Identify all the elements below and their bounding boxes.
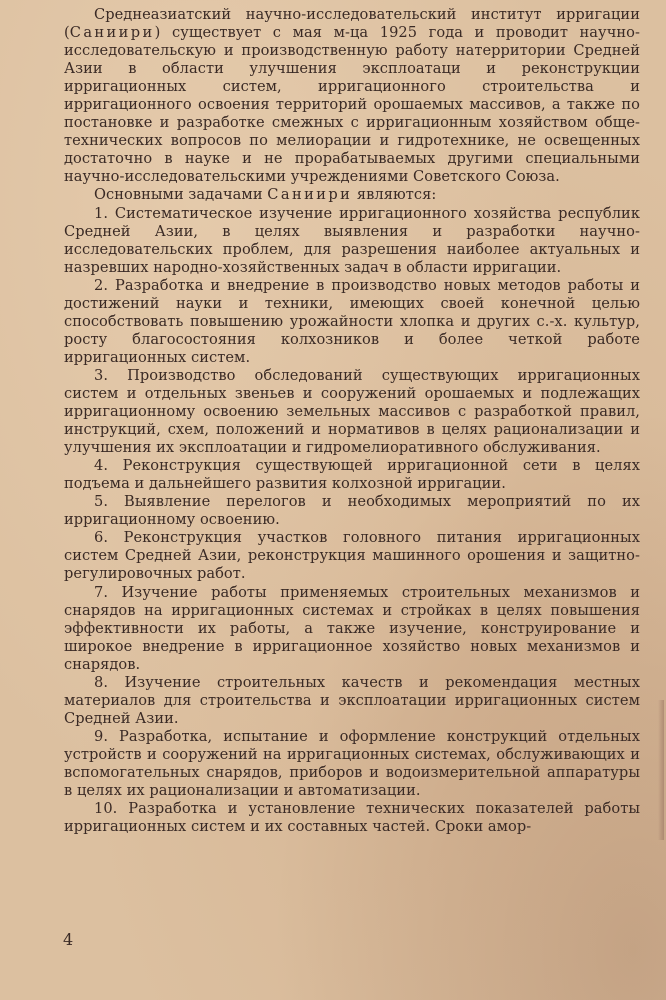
task-item-1: 1. Систематическое изучение ирригационного хозяйства республик Средней Азии, в целях выявления и разработки научно-исследовательских проблем, для разрешения наиболее актуальных и назревших народно-хозяйственных задач в области ирригации. (64, 204, 640, 276)
tasks-heading-start: Основными задачами (94, 186, 268, 204)
tasks-heading-abbreviation: Саниири (267, 186, 353, 204)
task-item-6: 6. Реконструкция участков головного питания ирригационных систем Средней Азии, реконструкция машинного орошения и защитно-регулировочных работ. (64, 529, 640, 583)
tasks-heading (64, 186, 640, 204)
page-edge-shadow (658, 700, 664, 840)
task-item-7: 7. Изучение работы применяемых строительных механизмов и снарядов на ирригационных системах и стройках в целях повышения эффективности их работы, а также изучение, конструирование и широкое внедрение в ирригационное хозяйство новых механизмов и снарядов. (64, 583, 640, 673)
intro-paragraph (64, 6, 640, 186)
task-item-9: 9. Разработка, испытание и оформление конструкций отдельных устройств и сооружений на ирригационных системах, обслуживающих и вспомогательных снарядов, приборов и водоизмерительной аппаратуры в целях их рационализации и автоматизации. (64, 727, 640, 800)
intro-text-end: ) существует с мая м-ца 1925 года и проводит научно-исследовательскую и производственную работу натерритории Средней Азии в области улучшения эксплоатаци и реконструкции ирригационных систем, ирригационного строительства и ирригационного освоения территорий орошаемых массивов, а также по постановке и разработке смежных с ирригационным хозяйством обще-технических вопросов по мелиорации и гидротехнике, не освещенных достаточно в науке и не прорабатываемых другими специальными научно-исследовательскими учреждениями Советского Союза. (64, 24, 640, 186)
document-page (64, 6, 640, 936)
tasks-heading-end: являются: (352, 186, 437, 204)
task-item-2: 2. Разработка и внедрение в производство новых методов работы и достижений науки и техники, имеющих своей конечной целью способствовать повышению урожайности хлопка и других с.-х. культур, росту благосостояния колхозников и более четкой работе ирригационных систем. (64, 276, 640, 366)
intro-text-start: Среднеазиатский научно-исследовательский институт ирригации ( (64, 6, 640, 42)
task-item-4: 4. Реконструкция существующей ирригационной сети в целях подъема и дальнейшего развития колхозной ирригации. (64, 457, 640, 493)
page-number: 4 (63, 930, 74, 949)
intro-abbreviation: Саниири (69, 24, 155, 42)
task-item-10: 10. Разработка и установление технических показателей работы ирригационных систем и их составных частей. Сроки амор- (64, 800, 640, 836)
task-item-8: 8. Изучение строительных качеств и рекомендация местных материалов для строительства и эксплоатации ирригационных систем Средней Азии. (64, 673, 640, 727)
task-item-5: 5. Выявление перелогов и необходимых мероприятий по их ирригационному освоению. (64, 493, 640, 529)
task-item-3: 3. Производство обследований существующих ирригационных систем и отдельных звеньев и сооружений орошаемых и подлежащих ирригационному освоению земельных массивов с разработкой правил, инструкций, схем, положений и нормативов в целях рационализации и улучшения их эксплоатации и гидромелиоративного обслуживания. (64, 366, 640, 457)
